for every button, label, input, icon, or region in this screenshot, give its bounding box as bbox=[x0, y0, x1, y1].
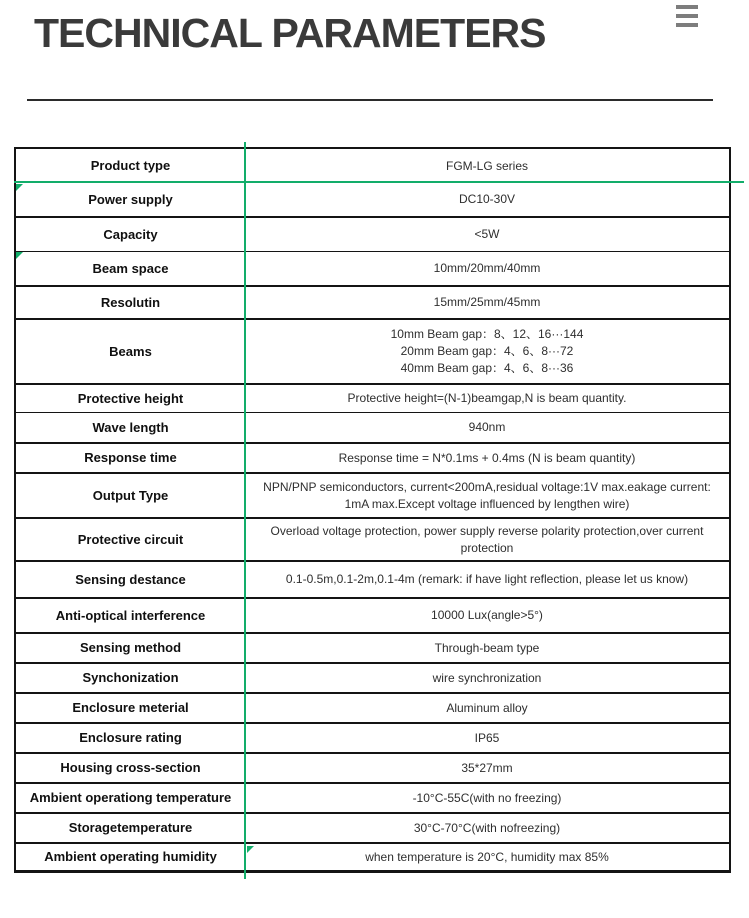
param-value bbox=[245, 320, 729, 383]
table-row-enclosure-rating bbox=[16, 724, 729, 754]
param-value: Response time = N*0.1ms + 0.4ms (N is beam quantity) bbox=[338, 450, 636, 465]
green-corner-marker bbox=[16, 252, 23, 259]
table-row-sensing-destance bbox=[16, 562, 729, 599]
param-label: Storagetemperature bbox=[68, 820, 193, 836]
param-value: Protective height=(N-1)beamgap,N is beam quantity. bbox=[347, 391, 627, 406]
green-column-divider bbox=[244, 142, 246, 879]
param-label: Sensing method bbox=[79, 640, 182, 656]
table-row-protective-height bbox=[16, 385, 729, 413]
table-row-capacity bbox=[16, 218, 729, 252]
green-corner-marker bbox=[16, 184, 23, 191]
table-row-response-time bbox=[16, 444, 729, 474]
param-value: Overload voltage protection, power supply reverse polarity protection,over current protection bbox=[270, 523, 704, 555]
beams-line: 10mm Beam gap：8、12、16···144 bbox=[390, 327, 584, 342]
param-value: FGM-LG series bbox=[445, 158, 528, 173]
param-value: Aluminum alloy bbox=[446, 700, 528, 715]
param-value: 10mm/20mm/40mm bbox=[433, 261, 541, 276]
page-title: TECHNICAL PARAMETERS bbox=[34, 10, 546, 56]
param-label: Capacity bbox=[103, 226, 158, 242]
param-value: 940nm bbox=[468, 420, 506, 435]
param-value: <5W bbox=[474, 227, 500, 242]
param-value: 30°C-70°C(with nofreezing) bbox=[413, 820, 561, 835]
param-label: Protective circuit bbox=[77, 531, 184, 547]
table-row-ambient-operating-temperature bbox=[16, 784, 729, 814]
table-row-enclosure-meterial bbox=[16, 694, 729, 724]
param-value: 35*27mm bbox=[461, 760, 513, 775]
hamburger-bar bbox=[676, 14, 698, 18]
table-row-anti-optical-interference bbox=[16, 599, 729, 634]
table-row-resolutin bbox=[16, 287, 729, 320]
param-label: Sensing destance bbox=[75, 571, 186, 587]
table-row-storage-temperature bbox=[16, 814, 729, 844]
table-row-sensing-method bbox=[16, 634, 729, 664]
param-label: Power supply bbox=[88, 191, 173, 207]
param-label: Beams bbox=[109, 343, 152, 359]
param-label: Output Type bbox=[92, 487, 169, 503]
param-value: DC10-30V bbox=[458, 192, 516, 207]
table-row-power-supply bbox=[16, 183, 729, 218]
table-row-protective-circuit bbox=[16, 519, 729, 562]
param-label: Ambient operating humidity bbox=[44, 849, 217, 865]
param-label: Resolutin bbox=[100, 294, 161, 310]
table-row-output-type bbox=[16, 474, 729, 519]
table-row-beam-space bbox=[16, 252, 729, 287]
hamburger-menu-icon[interactable] bbox=[676, 5, 698, 27]
param-label: Product type bbox=[90, 158, 171, 174]
param-value: IP65 bbox=[474, 730, 500, 745]
table-row-housing-cross-section bbox=[16, 754, 729, 784]
param-value: when temperature is 20°C, humidity max 85% bbox=[365, 849, 609, 864]
table-row-synchonization bbox=[16, 664, 729, 694]
param-value: -10°C-55C(with no freezing) bbox=[412, 790, 562, 805]
hamburger-bar bbox=[676, 23, 698, 27]
param-label: Beam space bbox=[92, 260, 169, 276]
param-value: NPN/PNP semiconductors, current<200mA,residual voltage:1V max.eakage current: 1mA max.Except voltage influenced by lengthen wire) bbox=[263, 479, 711, 511]
green-corner-marker bbox=[247, 846, 254, 853]
param-value: wire synchronization bbox=[432, 670, 542, 685]
beams-line: 40mm Beam gap：4、6、8···36 bbox=[400, 360, 574, 375]
param-label: Ambient operationg temperature bbox=[29, 790, 232, 806]
param-label: Protective height bbox=[77, 390, 184, 406]
title-underline bbox=[27, 99, 713, 101]
beams-line: 20mm Beam gap：4、6、8···72 bbox=[400, 344, 574, 359]
param-label: Wave length bbox=[92, 419, 169, 435]
parameters-table bbox=[14, 147, 731, 873]
table-row-product-type bbox=[16, 149, 729, 183]
table-row-ambient-operating-humidity bbox=[16, 844, 729, 870]
param-label: Housing cross-section bbox=[60, 760, 201, 776]
table-row-wave-length bbox=[16, 413, 729, 444]
param-value: 15mm/25mm/45mm bbox=[433, 295, 541, 310]
param-label: Enclosure meterial bbox=[72, 700, 189, 716]
param-label: Enclosure rating bbox=[79, 730, 182, 746]
param-value: Through-beam type bbox=[434, 640, 540, 655]
param-label: Response time bbox=[84, 450, 177, 466]
param-value: 10000 Lux(angle>5°) bbox=[431, 608, 543, 623]
param-label: Synchonization bbox=[82, 670, 179, 686]
param-label: Anti-optical interference bbox=[55, 607, 206, 623]
green-row-highlight-line bbox=[14, 181, 744, 183]
param-value: 0.1-0.5m,0.1-2m,0.1-4m (remark: if have light reflection, please let us know) bbox=[285, 572, 689, 587]
table-row-beams bbox=[16, 320, 729, 385]
hamburger-bar bbox=[676, 5, 698, 9]
